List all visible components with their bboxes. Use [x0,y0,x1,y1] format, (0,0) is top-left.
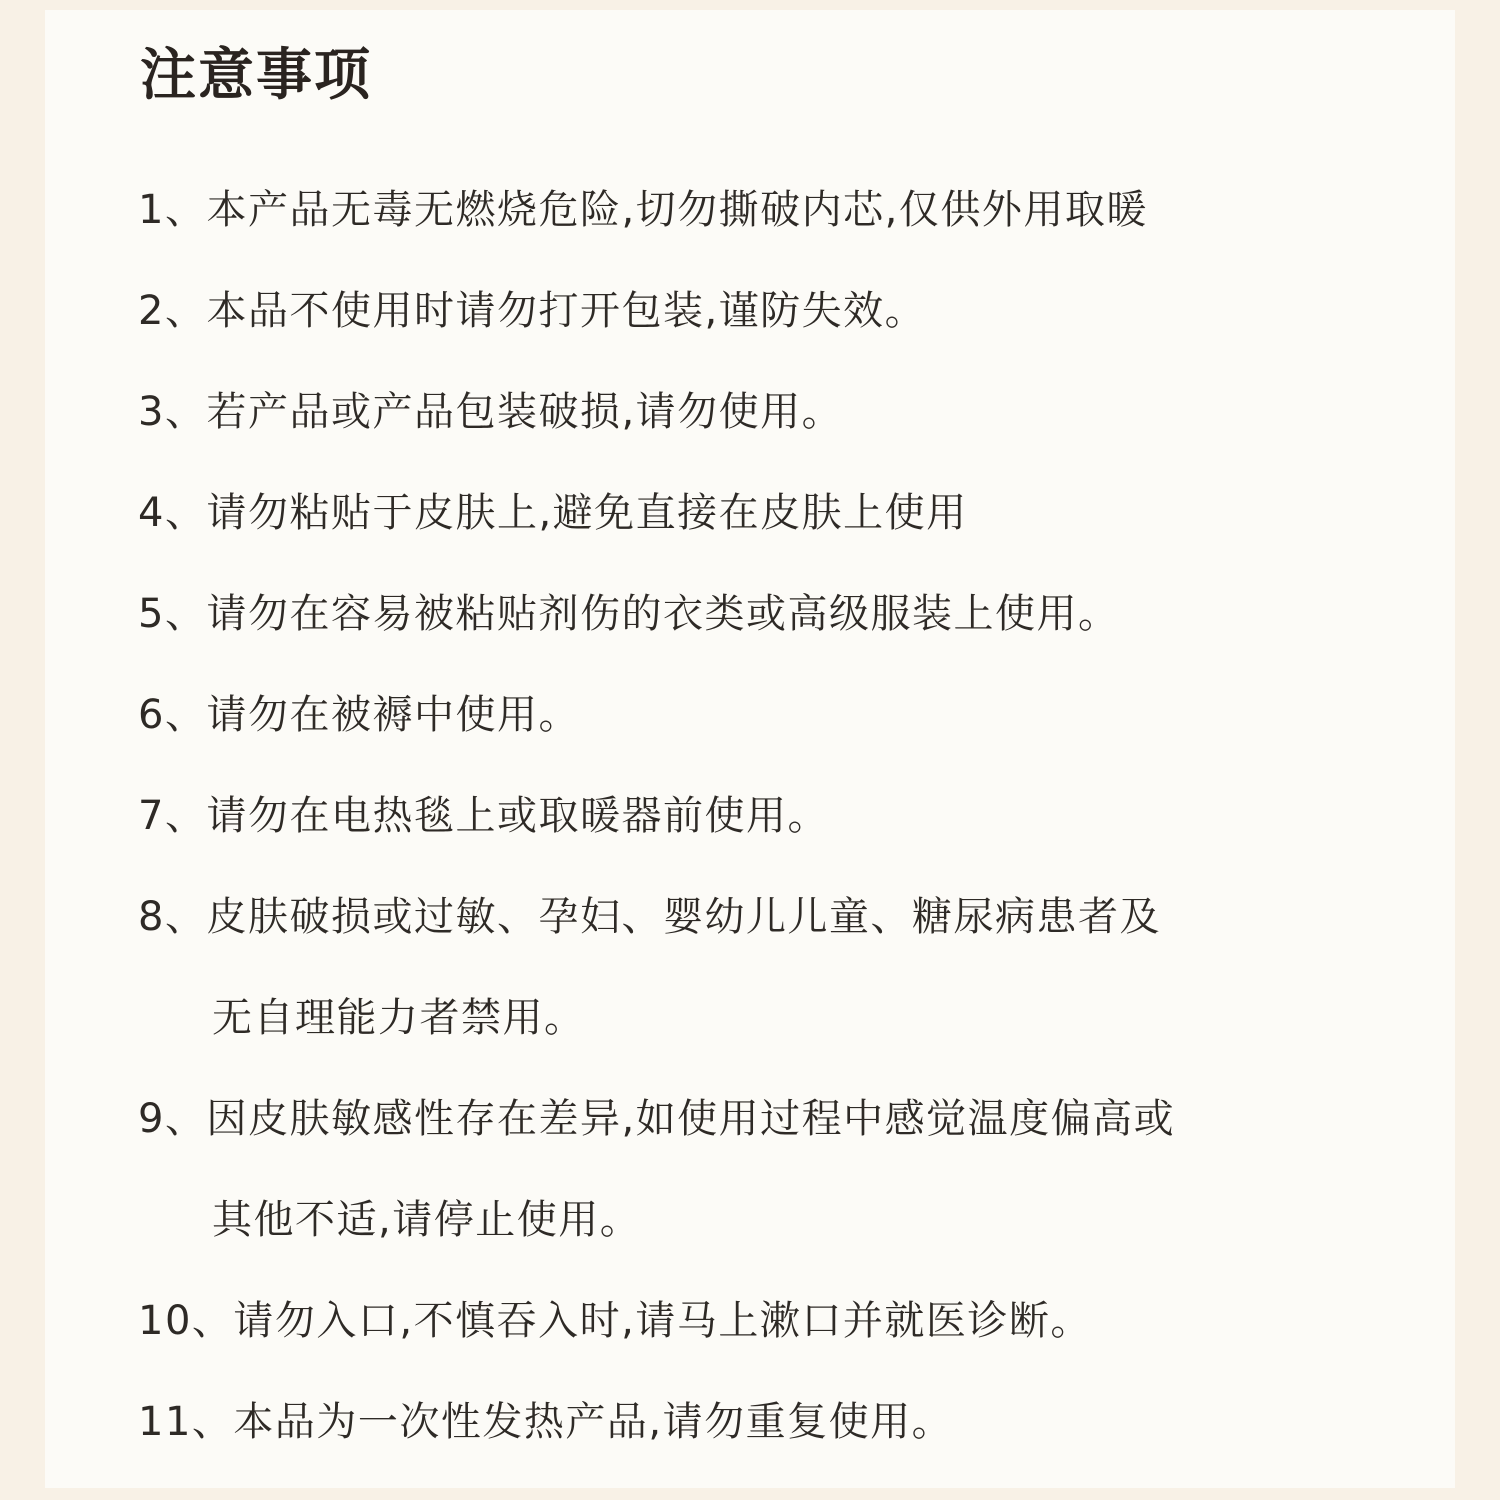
note-number: 8、 [138,894,207,940]
note-number: 7、 [138,793,207,839]
note-text: 请勿粘贴于皮肤上,避免直接在皮肤上使用 [206,490,968,536]
note-text: 请勿在被褥中使用。 [206,692,580,738]
note-item-1 [138,160,1175,261]
note-text: 若产品或产品包装破损,请勿使用。 [206,389,844,435]
note-item-3 [138,362,1175,463]
note-text: 请勿入口,不慎吞入时,请马上漱口并就医诊断。 [233,1298,1092,1344]
note-number: 6、 [138,692,207,738]
note-continuation: 无自理能力者禁用。 [212,995,586,1041]
note-item-8 [138,867,1175,1069]
note-number: 9、 [138,1096,207,1142]
note-text: 本品为一次性发热产品,请勿重复使用。 [233,1399,954,1445]
note-text: 本产品无毒无燃烧危险,切勿撕破内芯,仅供外用取暖 [206,187,1148,233]
note-item-10 [138,1271,1175,1372]
note-item-7 [138,766,1175,867]
notes-list [138,160,1175,1473]
note-continuation: 其他不适,请停止使用。 [212,1197,642,1243]
note-text: 皮肤破损或过敏、孕妇、婴幼儿儿童、糖尿病患者及 [206,894,1161,940]
note-item-4 [138,463,1175,564]
note-text: 因皮肤敏感性存在差异,如使用过程中感觉温度偏高或 [206,1096,1176,1142]
note-number: 4、 [138,490,207,536]
note-text: 请勿在电热毯上或取暖器前使用。 [206,793,829,839]
note-text: 本品不使用时请勿打开包装,谨防失效。 [206,288,927,334]
note-number: 3、 [138,389,207,435]
page-title: 注意事项 [140,43,372,108]
note-item-5 [138,564,1175,665]
note-item-6 [138,665,1175,766]
note-number: 11、 [138,1399,234,1445]
note-number: 2、 [138,288,207,334]
note-number: 5、 [138,591,207,637]
note-number: 10、 [138,1298,234,1344]
note-number: 1、 [138,187,207,233]
note-text: 请勿在容易被粘贴剂伤的衣类或高级服装上使用。 [206,591,1120,637]
note-item-2 [138,261,1175,362]
note-item-11 [138,1372,1175,1473]
note-item-9 [138,1069,1175,1271]
